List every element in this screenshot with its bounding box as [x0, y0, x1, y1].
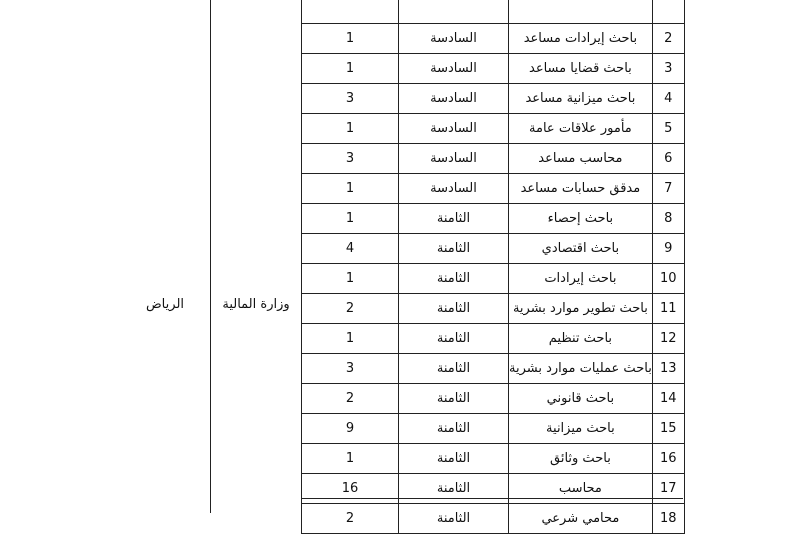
vacancy-count: 3 — [302, 354, 399, 384]
job-title: باحث اقتصادي — [509, 234, 653, 264]
job-grade: السادسة — [399, 84, 509, 114]
job-grade: السادسة — [399, 24, 509, 54]
vacancy-count: 2 — [302, 294, 399, 324]
ministry-cell: وزارة المالية — [222, 297, 290, 312]
bottom-border — [301, 498, 683, 499]
job-grade: الثامنة — [399, 384, 509, 414]
job-title — [509, 0, 653, 24]
job-grade: الثامنة — [399, 354, 509, 384]
vacancy-count: 1 — [302, 264, 399, 294]
vacancy-count: 3 — [302, 144, 399, 174]
job-grade: الثامنة — [399, 414, 509, 444]
job-title: محاسب — [509, 474, 653, 504]
table-row — [302, 234, 685, 264]
vacancy-count: 1 — [302, 204, 399, 234]
table-row — [302, 414, 685, 444]
table-row — [302, 54, 685, 84]
vacancy-count: 16 — [302, 474, 399, 504]
row-number: 16 — [652, 444, 684, 474]
vacancy-count: 2 — [302, 384, 399, 414]
job-title: باحث تطوير موارد بشرية — [509, 294, 653, 324]
table-row — [302, 204, 685, 234]
job-grade: السادسة — [399, 54, 509, 84]
row-number: 2 — [652, 24, 684, 54]
row-number: 9 — [652, 234, 684, 264]
job-grade: الثامنة — [399, 264, 509, 294]
job-grade: الثامنة — [399, 234, 509, 264]
row-number: 17 — [652, 474, 684, 504]
row-number: 7 — [652, 174, 684, 204]
job-title: باحث قضايا مساعد — [509, 54, 653, 84]
row-number: 15 — [652, 414, 684, 444]
table-row — [302, 324, 685, 354]
job-grade: السادسة — [399, 114, 509, 144]
job-title: محاسب مساعد — [509, 144, 653, 174]
table-row — [302, 174, 685, 204]
job-grade: الثامنة — [399, 474, 509, 504]
job-title: باحث تنظيم — [509, 324, 653, 354]
vacancy-count: 1 — [302, 174, 399, 204]
row-number: 10 — [652, 264, 684, 294]
row-number: 5 — [652, 114, 684, 144]
row-number: 18 — [652, 504, 684, 534]
jobs-table — [301, 0, 685, 534]
table-row — [302, 84, 685, 114]
job-title: باحث ميزانية مساعد — [509, 84, 653, 114]
vacancy-count: 2 — [302, 504, 399, 534]
job-title: باحث عمليات موارد بشرية — [509, 354, 653, 384]
row-number: 12 — [652, 324, 684, 354]
job-grade: السادسة — [399, 144, 509, 174]
vacancy-count: 1 — [302, 324, 399, 354]
row-number: 11 — [652, 294, 684, 324]
table-row — [302, 294, 685, 324]
left-border — [210, 0, 211, 513]
city-cell: الرياض — [145, 297, 185, 312]
table-row — [302, 504, 685, 534]
vacancy-count: 1 — [302, 114, 399, 144]
table-row — [302, 354, 685, 384]
table-row — [302, 114, 685, 144]
job-title: باحث إيرادات — [509, 264, 653, 294]
row-number: 14 — [652, 384, 684, 414]
row-number — [652, 0, 684, 24]
table-row — [302, 24, 685, 54]
job-grade — [399, 0, 509, 24]
vacancy-count: 1 — [302, 444, 399, 474]
row-number: 4 — [652, 84, 684, 114]
row-number: 8 — [652, 204, 684, 234]
table-row — [302, 474, 685, 504]
job-grade: السادسة — [399, 174, 509, 204]
row-number: 3 — [652, 54, 684, 84]
table-row — [302, 0, 685, 24]
row-number: 13 — [652, 354, 684, 384]
table-row — [302, 384, 685, 414]
job-title: باحث إيرادات مساعد — [509, 24, 653, 54]
job-title: مأمور علاقات عامة — [509, 114, 653, 144]
row-number: 6 — [652, 144, 684, 174]
table-row — [302, 444, 685, 474]
table-row — [302, 144, 685, 174]
job-title: باحث إحصاء — [509, 204, 653, 234]
vacancy-count: 9 — [302, 414, 399, 444]
job-title: باحث ميزانية — [509, 414, 653, 444]
job-title: باحث قانوني — [509, 384, 653, 414]
job-title: مدقق حسابات مساعد — [509, 174, 653, 204]
job-title: محامي شرعي — [509, 504, 653, 534]
job-grade: الثامنة — [399, 504, 509, 534]
job-grade: الثامنة — [399, 444, 509, 474]
job-title: باحث وثائق — [509, 444, 653, 474]
job-grade: الثامنة — [399, 204, 509, 234]
vacancy-count: 1 — [302, 54, 399, 84]
vacancy-count — [302, 0, 399, 24]
job-grade: الثامنة — [399, 324, 509, 354]
vacancy-count: 4 — [302, 234, 399, 264]
job-grade: الثامنة — [399, 294, 509, 324]
vacancy-count: 1 — [302, 24, 399, 54]
table-row — [302, 264, 685, 294]
vacancy-count: 3 — [302, 84, 399, 114]
